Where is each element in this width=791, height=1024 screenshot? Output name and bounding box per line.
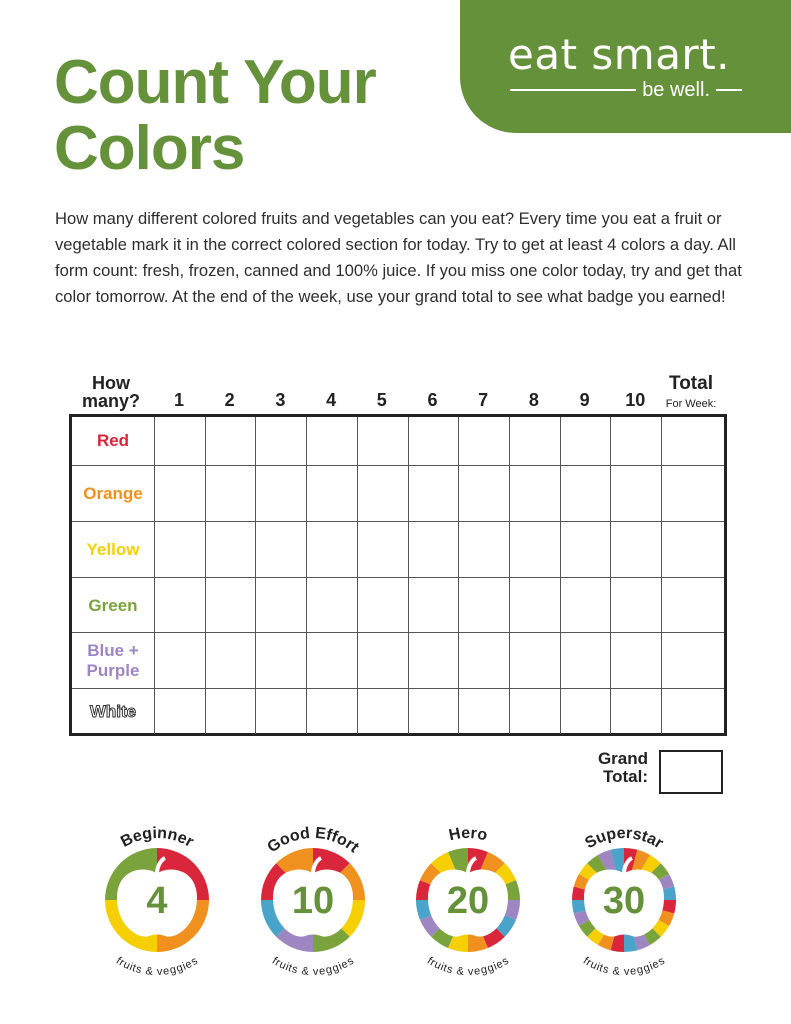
tally-cell[interactable] — [205, 578, 256, 633]
tally-cell[interactable] — [255, 466, 306, 522]
badge-title: Superstar — [582, 824, 667, 853]
tally-cell[interactable] — [306, 689, 357, 734]
how-many-header — [70, 374, 152, 410]
tally-cell[interactable] — [408, 466, 459, 522]
row-label-line: Blue + — [87, 641, 139, 660]
tally-cell[interactable] — [154, 417, 205, 465]
tally-cell[interactable] — [255, 417, 306, 465]
tally-cell[interactable] — [408, 417, 459, 465]
tally-cell[interactable] — [560, 522, 611, 578]
total-label: Total — [669, 373, 713, 394]
tally-cell[interactable] — [509, 466, 560, 522]
row-label — [72, 689, 154, 734]
tally-cell[interactable] — [205, 522, 256, 578]
tally-cell[interactable] — [458, 417, 509, 465]
row-label-line: Red — [96, 431, 130, 450]
tally-cell[interactable] — [205, 417, 256, 465]
brand-banner — [460, 0, 791, 133]
tagline-rule-left — [510, 89, 636, 91]
tally-cell[interactable] — [255, 522, 306, 578]
tally-cell[interactable] — [154, 689, 205, 734]
grand-total-label — [580, 750, 648, 786]
week-total-cell[interactable] — [661, 417, 724, 465]
tally-cell[interactable] — [560, 466, 611, 522]
row-label — [72, 578, 154, 633]
tally-cell[interactable] — [560, 578, 611, 633]
grand-total-box[interactable] — [659, 750, 723, 794]
tally-cell[interactable] — [306, 578, 357, 633]
tally-cell[interactable] — [458, 633, 509, 689]
week-total-cell[interactable] — [661, 689, 724, 734]
column-header-4: 4 — [326, 390, 337, 410]
badge-superstar — [549, 808, 699, 978]
tally-cell[interactable] — [560, 689, 611, 734]
badge-number: 20 — [446, 880, 490, 922]
tally-row — [72, 521, 724, 578]
week-total-cell[interactable] — [661, 578, 724, 633]
tally-cell[interactable] — [357, 417, 408, 465]
row-label-line: White — [89, 701, 137, 721]
badge-number: 4 — [146, 880, 168, 922]
badge-subtitle: fruits & veggies — [424, 954, 511, 978]
tally-cell[interactable] — [357, 689, 408, 734]
column-header-10: 10 — [625, 390, 646, 410]
intro-paragraph: How many different colored fruits and vegetables can you eat? Every time you eat a fruit or vegetable mark it in the correct colored section for today. Try to get at least 4 colors a day. All form count: fresh, frozen, canned and 100% juice. If you miss one color today, try and get that color tomorrow. At the end of the week, use your grand total to see what badge you earned! — [55, 209, 742, 306]
tally-cell[interactable] — [458, 466, 509, 522]
tally-cell[interactable] — [357, 578, 408, 633]
tally-cell[interactable] — [408, 689, 459, 734]
badge-good-effort — [238, 808, 388, 978]
tally-grid — [69, 414, 727, 736]
tally-cell[interactable] — [306, 633, 357, 689]
tally-cell[interactable] — [357, 466, 408, 522]
column-header-6: 6 — [427, 390, 438, 410]
column-header-9: 9 — [579, 390, 590, 410]
badge-subtitle: fruits & veggies — [269, 954, 356, 978]
tally-cell[interactable] — [357, 633, 408, 689]
total-sublabel: For Week: — [665, 398, 717, 410]
column-header-3: 3 — [275, 390, 286, 410]
badge-title: Beginner — [118, 824, 197, 851]
tally-cell[interactable] — [205, 633, 256, 689]
how-many-line-1: How — [92, 373, 130, 393]
tally-cell[interactable] — [509, 417, 560, 465]
brand-name: eat smart. — [508, 30, 731, 79]
tally-cell[interactable] — [458, 689, 509, 734]
tally-cell[interactable] — [306, 417, 357, 465]
tally-cell[interactable] — [560, 417, 611, 465]
title-line-2: Colors — [54, 114, 245, 183]
tally-cell[interactable] — [408, 633, 459, 689]
week-total-cell[interactable] — [661, 522, 724, 578]
tally-cell[interactable] — [306, 522, 357, 578]
row-label-line: Orange — [83, 484, 143, 503]
how-many-line-2: many? — [81, 391, 141, 411]
badge-subtitle: fruits & veggies — [580, 954, 667, 978]
brand-tagline — [510, 80, 742, 100]
page-title — [54, 50, 434, 182]
tally-cell[interactable] — [560, 633, 611, 689]
badge-title: Hero — [447, 824, 489, 845]
row-label-line: Green — [88, 595, 138, 615]
tally-cell[interactable] — [458, 522, 509, 578]
tally-cell[interactable] — [205, 466, 256, 522]
tally-cell[interactable] — [610, 522, 661, 578]
tally-cell[interactable] — [610, 578, 661, 633]
tally-cell[interactable] — [458, 578, 509, 633]
tally-cell[interactable] — [357, 522, 408, 578]
row-label — [72, 417, 154, 465]
row-label-line: Yellow — [86, 540, 140, 559]
row-label — [72, 466, 154, 522]
total-header — [657, 374, 725, 414]
tally-cell[interactable] — [306, 466, 357, 522]
grand-total-line-1: Grand — [597, 749, 648, 768]
badge-number: 30 — [602, 880, 646, 922]
tally-cell[interactable] — [154, 578, 205, 633]
tally-cell[interactable] — [610, 689, 661, 734]
badge-number: 10 — [291, 880, 335, 922]
tally-cell[interactable] — [509, 689, 560, 734]
tally-row — [72, 465, 724, 522]
tally-cell[interactable] — [154, 522, 205, 578]
tally-cell[interactable] — [509, 522, 560, 578]
tally-row — [72, 632, 724, 689]
badge-subtitle: fruits & veggies — [113, 954, 200, 978]
column-header-2: 2 — [224, 390, 235, 410]
tally-cell[interactable] — [610, 466, 661, 522]
column-header-5: 5 — [376, 390, 387, 410]
tally-cell[interactable] — [610, 633, 661, 689]
grand-total-line-2: Total: — [602, 767, 648, 786]
badge-hero — [393, 808, 543, 978]
tally-cell[interactable] — [205, 689, 256, 734]
week-total-cell[interactable] — [661, 466, 724, 522]
tagline-text: be well. — [642, 79, 710, 101]
badge-title: Good Effort — [264, 824, 362, 857]
row-label-line: Purple — [86, 661, 140, 680]
tally-cell[interactable] — [408, 578, 459, 633]
title-line-1: Count Your — [54, 48, 376, 117]
tally-cell[interactable] — [154, 633, 205, 689]
tally-cell[interactable] — [255, 633, 306, 689]
row-label — [72, 633, 154, 689]
tally-row — [72, 577, 724, 633]
tally-cell[interactable] — [509, 578, 560, 633]
tally-cell[interactable] — [255, 578, 306, 633]
column-header-1: 1 — [173, 390, 184, 410]
tagline-rule-right — [716, 89, 742, 91]
column-header-8: 8 — [528, 390, 539, 410]
tally-row — [72, 417, 724, 465]
tally-cell[interactable] — [509, 633, 560, 689]
badge-beginner — [82, 808, 232, 978]
tally-cell[interactable] — [408, 522, 459, 578]
tally-cell[interactable] — [610, 417, 661, 465]
week-total-cell[interactable] — [661, 633, 724, 689]
column-header-7: 7 — [478, 390, 489, 410]
row-label — [72, 522, 154, 578]
tally-cell[interactable] — [255, 689, 306, 734]
tally-cell[interactable] — [154, 466, 205, 522]
tally-row — [72, 688, 724, 734]
